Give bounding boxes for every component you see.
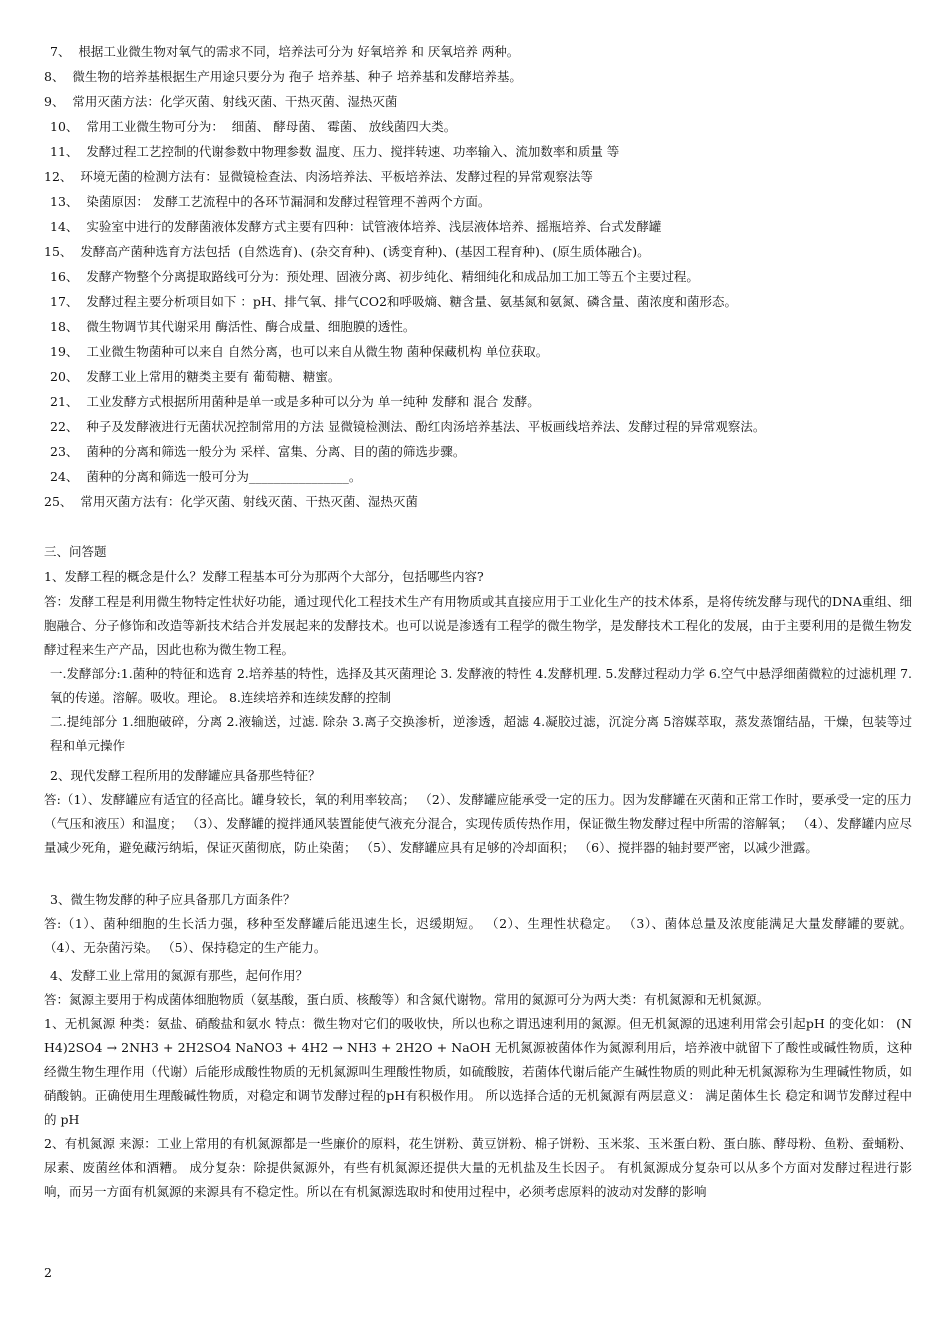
fill-item-10: 10、 常用工业微生物可分为： 细菌、 酵母菌、 霉菌、 放线菌四大类。 <box>50 119 457 134</box>
question-1: 1、发酵工程的概念是什么？发酵工程基本可分为那两个大部分，包括哪些内容? <box>44 569 484 584</box>
fill-item-17: 17、 发酵过程主要分析项目如下 ：pH、排气氧、排气CO2和呼吸熵、糖含量、氨基氮和氨氮、磷含量、菌浓度和菌形态。 <box>50 294 737 309</box>
fill-item-21: 21、 工业发酵方式根据所用菌种是单一或是多种可以分为 单一纯种 发酵和 混合 发酵。 <box>50 394 540 409</box>
fill-item-15: 15、 发酵高产菌种选育方法包括 (自然选育)、(杂交育种)、(诱变育种)、(基因工程育种)、(原生质体融合)。 <box>44 244 650 259</box>
fill-item-14: 14、 实验室中进行的发酵菌液体发酵方式主要有四种：试管液体培养、浅层液体培养、摇瓶培养、台式发酵罐 <box>50 219 662 234</box>
question-2: 2、现代发酵工程所用的发酵罐应具备那些特征？ <box>50 768 321 783</box>
answer-2: 答:（1）、发酵罐应有适宜的径高比。罐身较长，氧的利用率较高； （2）、发酵罐应能承受一定的压力。因为发酵罐在灭菌和正常工作时，要承受一定的压力（气压和液压）和温度； （3）、发酵罐的搅拌通风装置能使气液充分混合，实现传质传热作用，保证微生物发酵过程中所需的溶解氧； （4）、发酵罐内应尽量减少死角，避免藏污纳垢，保证灭菌彻底，防止染菌； （5）、发酵罐应具有足够的冷却面积； （6）、搅拌器的轴封要严密，以减少泄露。 <box>44 792 912 855</box>
answer-1-part-1: 一.发酵部分:1.菌种的特征和选育 2.培养基的特性，选择及其灭菌理论 3. 发酵液的特性 4.发酵机理. 5.发酵过程动力学 6.空气中悬浮细菌微粒的过滤机理 7.氧的传递。溶解。吸收。理论。 8.连续培养和连续发酵的控制 <box>50 666 912 705</box>
fill-item-13: 13、 染菌原因： 发酵工艺流程中的各环节漏洞和发酵过程管理不善两个方面。 <box>50 194 491 209</box>
answer-4: 答：氮源主要用于构成菌体细胞物质（氨基酸，蛋白质、核酸等）和含氮代谢物。常用的氮源可分为两大类：有机氮源和无机氮源。 <box>44 992 770 1007</box>
fill-item-25: 25、 常用灭菌方法有：化学灭菌、射线灭菌、干热灭菌、湿热灭菌 <box>44 494 418 509</box>
answer-3: 答:（1）、菌种细胞的生长活力强，移种至发酵罐后能迅速生长，迟缓期短。 （2）、生理性状稳定。 （3）、菌体总量及浓度能满足大量发酵罐的要就。 （4）、无杂菌污染。 （5）、保持稳定的生产能力。 <box>44 916 912 955</box>
fill-item-24: 24、 菌种的分离和筛选一般可分为________________。 <box>50 469 362 484</box>
answer-4-inorganic: 1、无机氮源 种类：氨盐、硝酸盐和氨水 特点：微生物对它们的吸收快，所以也称之谓迅速利用的氮源。但无机氮源的迅速利用常会引起pH 的变化如： (NH4)2SO4 → 2NH3 + 2H2SO4 NaNO3 + 4H2 → NH3 + 2H2O + NaOH 无机氮源被菌体作为氮源利用后，培养液中就留下了酸性或碱性物质，这种经微生物生理作用（代谢）后能形成酸性物质的无机氮源叫生理酸性物质，如硫酸胺，若菌体代谢后能产生碱性物质的则此种无机氮源称为生理碱性物质，如硝酸钠。正确使用生理酸碱性物质，对稳定和调节发酵过程的pH有积极作用。 所以选择合适的无机氮源有两层意义： 满足菌体生长 稳定和调节发酵过程中的 pH <box>44 1016 912 1127</box>
fill-item-7: 7、 根据工业微生物对氧气的需求不同，培养法可分为 好氧培养 和 厌氧培养 两种。 <box>50 44 520 59</box>
question-3: 3、微生物发酵的种子应具备那几方面条件？ <box>50 892 296 907</box>
fill-item-19: 19、 工业微生物菌种可以来自 自然分离，也可以来自从微生物 菌种保藏机构 单位获取。 <box>50 344 549 359</box>
answer-1: 答：发酵工程是利用微生物特定性状好功能，通过现代化工程技术生产有用物质或其直接应用于工业化生产的技术体系，是将传统发酵与现代的DNA重组、细胞融合、分子修饰和改造等新技术结合并发展起来的发酵技术。也可以说是渗透有工程学的微生物学，是发酵技术工程化的发展，由于主要利用的是微生物发酵过程来生产产品，因此也称为微生物工程。 <box>44 594 912 657</box>
fill-item-18: 18、 微生物调节其代谢采用 酶活性、酶合成量、细胞膜的透性。 <box>50 319 416 334</box>
question-4: 4、发酵工业上常用的氮源有那些，起何作用？ <box>50 968 308 983</box>
fill-item-20: 20、 发酵工业上常用的糖类主要有 葡萄糖、糖蜜。 <box>50 369 341 384</box>
fill-item-8: 8、 微生物的培养基根据生产用途只要分为 孢子 培养基、种子 培养基和发酵培养基。 <box>44 69 522 84</box>
answer-1-part-2: 二.提纯部分 1.细胞破碎，分离 2.液输送，过滤. 除杂 3.离子交换渗析，逆渗透，超滤 4.凝胶过滤，沉淀分离 5溶媒萃取，蒸发蒸馏结晶，干燥，包装等过程和单元操作 <box>50 714 912 753</box>
answer-4-organic: 2、有机氮源 来源：工业上常用的有机氮源都是一些廉价的原料，花生饼粉、黄豆饼粉、棉子饼粉、玉米浆、玉米蛋白粉、蛋白胨、酵母粉、鱼粉、蚕蛹粉、尿素、废菌丝体和酒糟。 成分复杂：除提供氮源外，有些有机氮源还提供大量的无机盐及生长因子。 有机氮源成分复杂可以从多个方面对发酵过程进行影响，而另一方面有机氮源的来源具有不稳定性。所以在有机氮源选取时和使用过程中，必须考虑原料的波动对发酵的影响 <box>44 1136 912 1199</box>
page-number: 2 <box>44 1264 52 1280</box>
fill-item-11: 11、 发酵过程工艺控制的代谢参数中物理参数 温度、压力、搅拌转速、功率输入、流加数率和质量 等 <box>50 144 620 159</box>
fill-item-9: 9、 常用灭菌方法：化学灭菌、射线灭菌、干热灭菌、湿热灭菌 <box>44 94 398 109</box>
fill-item-16: 16、 发酵产物整个分离提取路线可分为：预处理、固液分离、初步纯化、精细纯化和成品加工加工等五个主要过程。 <box>50 269 699 284</box>
fill-item-22: 22、 种子及发酵液进行无菌状况控制常用的方法 显微镜检测法、酚红肉汤培养基法、平板画线培养法、发酵过程的异常观察法。 <box>50 419 766 434</box>
fill-item-23: 23、 菌种的分离和筛选一般分为 采样、富集、分离、目的菌的筛选步骤。 <box>50 444 466 459</box>
section-heading: 三、问答题 <box>44 544 107 559</box>
fill-item-12: 12、 环境无菌的检测方法有：显微镜检查法、肉汤培养法、平板培养法、发酵过程的异常观察法等 <box>44 169 593 184</box>
